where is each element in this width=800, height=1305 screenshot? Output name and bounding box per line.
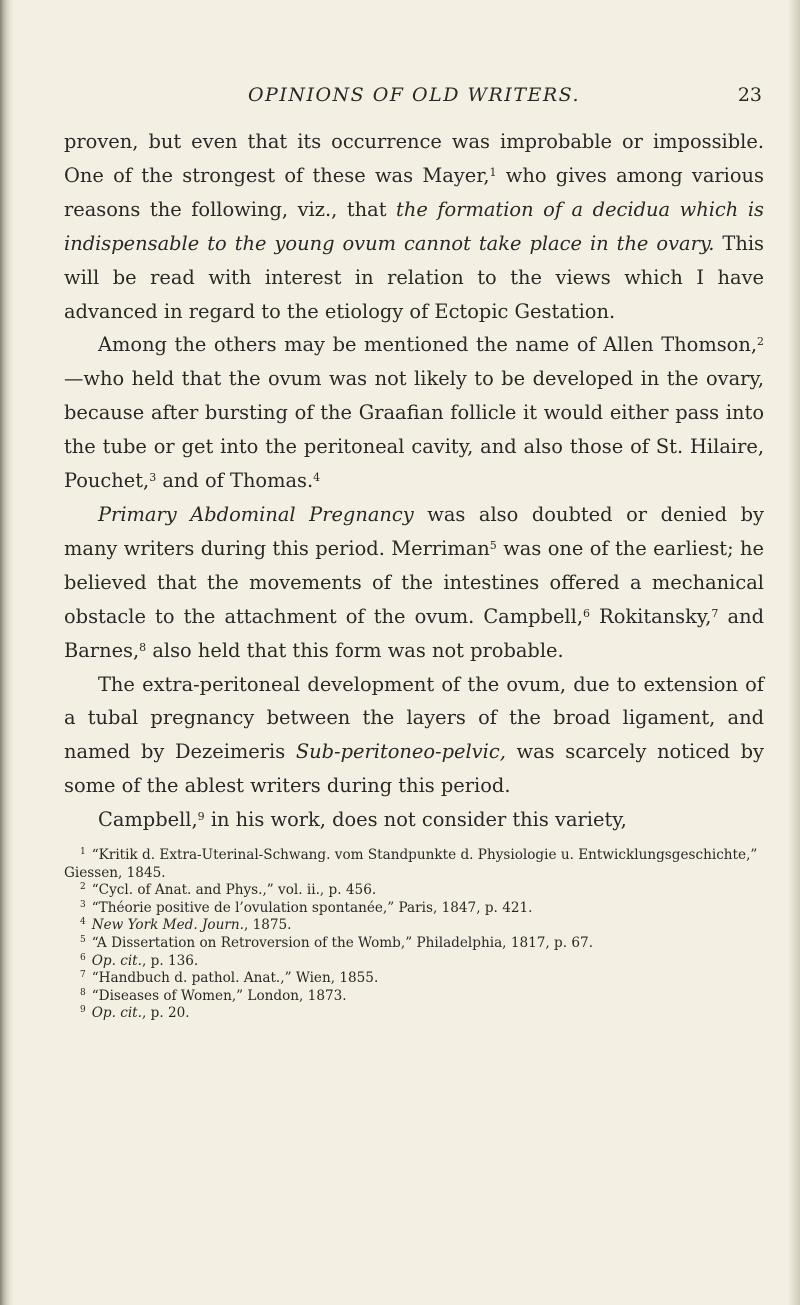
footnote-ref: 9: [197, 810, 205, 824]
italic-text: the formation of a decidua which is indispensable to the young ovum cannot take place in the ovary.: [64, 197, 764, 255]
footnote: [64, 847, 764, 882]
running-head: [64, 84, 764, 114]
text-run: was also doubted or denied by many writers during this period. Merriman: [64, 502, 764, 560]
footnote-ref: 8: [139, 640, 147, 654]
footnote-number: 4: [80, 917, 86, 928]
body-text: [64, 125, 764, 837]
text-run: Rokitansky,: [590, 604, 712, 628]
footnote-ref: 4: [313, 471, 321, 485]
footnote-number: 5: [80, 935, 86, 945]
italic-text: Op. cit.: [91, 952, 142, 969]
text-run: This will be read with interest in relation to the views which I have advanced in regard to the etiology of Ectopic Gestation.: [64, 231, 764, 323]
footnote-number: 6: [80, 952, 86, 963]
italic-text: Op. cit.: [91, 1005, 142, 1022]
page-edge-shadow: [788, 0, 800, 1305]
text-run: proven, but even that its occurrence was improbable or impossible. One of the strongest of these was Mayer,: [64, 130, 764, 187]
text-run: in his work, does not consider this variety,: [204, 808, 627, 832]
text-run: and Barnes,: [64, 604, 764, 662]
footnote: [64, 900, 764, 918]
text-run: was scarcely noticed by some of the ablest writers during this period.: [64, 740, 764, 798]
text-run: who gives among various reasons the following, viz., that: [64, 163, 764, 221]
text-run: “Théorie positive de l’ovulation spontanée,” Paris, 1847, p. 421.: [91, 899, 533, 916]
footnote-ref: 1: [489, 165, 497, 179]
text-run: “Kritik d. Extra-Uterinal-Schwang. vom Standpunkte d. Physiologie u. Entwicklungsgeschichte,” Giessen, 1845.: [64, 847, 758, 881]
paragraph: [64, 668, 764, 804]
text-run: “Diseases of Women,” London, 1873.: [91, 987, 347, 1004]
footnote: [64, 970, 764, 988]
page-gutter-shadow: [0, 0, 14, 1305]
footnote-number: 1: [80, 847, 86, 858]
footnote-ref: 6: [583, 606, 590, 620]
text-run: , p. 20.: [141, 1005, 190, 1022]
running-title: OPINIONS OF OLD WRITERS.: [247, 84, 581, 106]
paragraph: [64, 803, 764, 837]
footnote: [64, 935, 764, 953]
text-run: , 1875.: [243, 917, 292, 934]
footnote-number: 9: [80, 1005, 86, 1016]
text-run: Among the others may be mentioned the name of Allen Thomson,: [98, 333, 757, 357]
text-run: “A Dissertation on Retroversion of the Womb,” Philadelphia, 1817, p. 67.: [91, 935, 594, 951]
italic-text: New York Med. Journ.: [91, 917, 244, 934]
text-run: and of Thomas.: [156, 469, 314, 493]
footnote: [64, 1005, 764, 1023]
paragraph: [64, 125, 764, 328]
text-run: The extra-peritoneal development of the ovum, due to extension of a tubal pregnancy between the layers of the broad ligament, and named by Dezeimeris: [64, 672, 764, 764]
footnote: [64, 988, 764, 1006]
footnote-ref: 5: [489, 538, 497, 552]
footnote-ref: 2: [757, 335, 764, 349]
text-run: “Handbuch d. pathol. Anat.,” Wien, 1855.: [91, 970, 379, 987]
footnote: [64, 953, 764, 971]
paragraph: [64, 498, 764, 668]
footnote-number: 8: [80, 987, 86, 998]
footnotes: [64, 847, 764, 1023]
italic-text: Primary Abdominal Pregnancy: [98, 502, 414, 526]
footnote: [64, 917, 764, 935]
footnote-ref: 7: [711, 606, 719, 620]
text-run: “Cycl. of Anat. and Phys.,” vol. ii., p. 456.: [91, 882, 377, 899]
text-run: , p. 136.: [141, 952, 199, 969]
text-run: Campbell,: [98, 808, 198, 832]
footnote-number: 3: [80, 899, 86, 910]
footnote-ref: 3: [149, 471, 157, 485]
book-page: [64, 84, 764, 1023]
text-run: was one of the earliest; he believed that the movements of the intestines offered a mechanical obstacle to the attachment of the ovum. Campbell,: [64, 536, 764, 628]
page-number: 23: [737, 84, 762, 106]
text-run: also held that this form was not probable.: [146, 638, 564, 662]
footnote: [64, 882, 764, 900]
footnote-number: 2: [80, 882, 86, 893]
italic-text: Sub-peritoneo-pelvic,: [295, 740, 506, 764]
paragraph: [64, 328, 764, 498]
text-run: —who held that the ovum was not likely to be developed in the ovary, because after bursting of the Graafian follicle it would either pass into the tube or get into the peritoneal cavity, and also those of St. Hilaire, Pouchet,: [64, 367, 764, 493]
footnote-number: 7: [80, 970, 86, 981]
